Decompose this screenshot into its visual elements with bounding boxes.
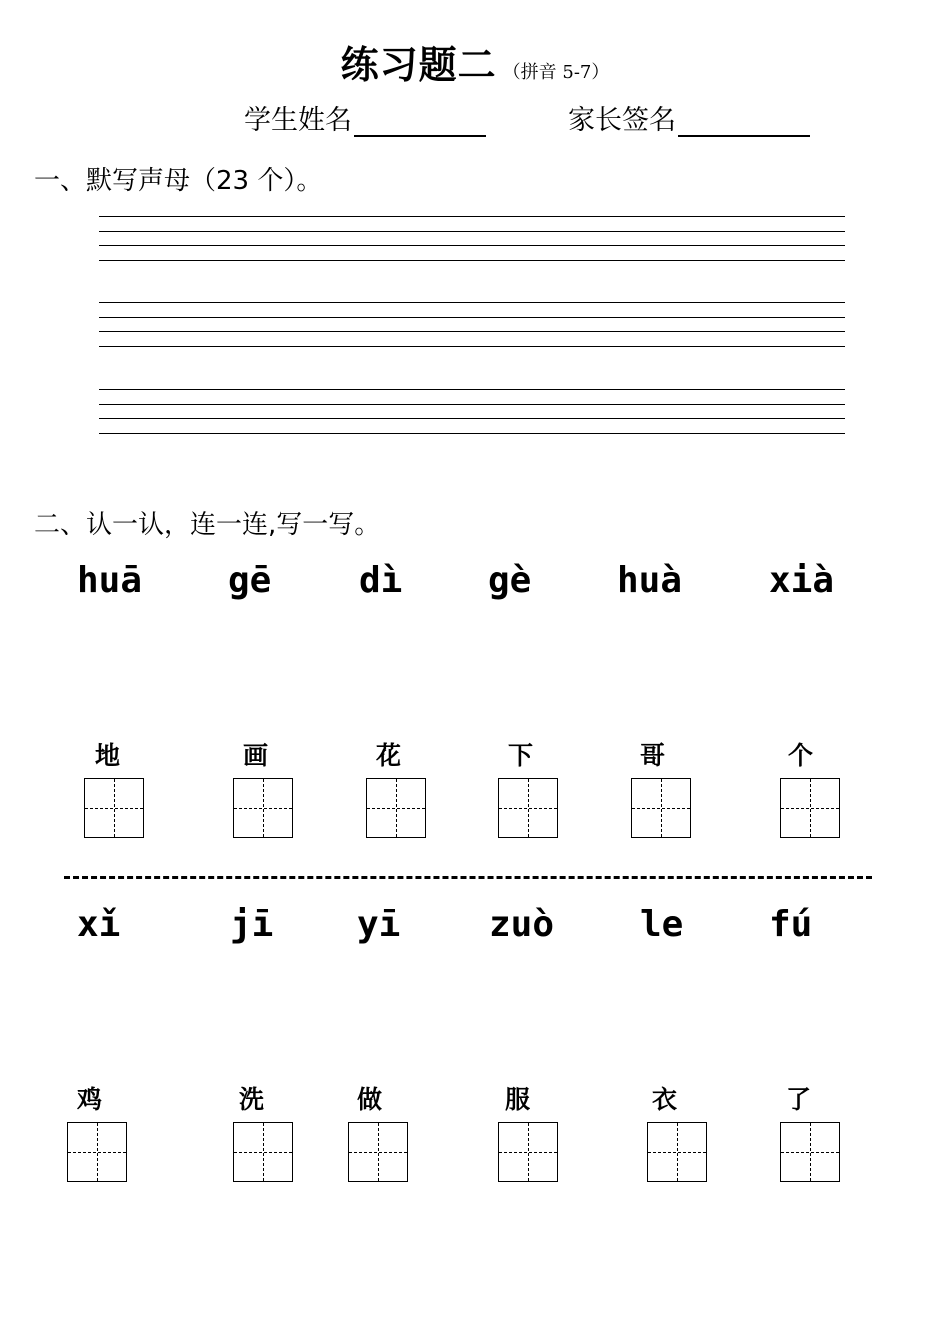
- section1-title: 一、默写声母（23 个）。: [34, 166, 323, 196]
- pinyin-item[interactable]: jī: [230, 904, 274, 945]
- student-name-blank[interactable]: [354, 105, 486, 137]
- writing-line: [99, 216, 845, 217]
- parent-sign-label: 家长签名: [568, 105, 676, 136]
- writing-line: [99, 418, 845, 419]
- tian-zi-ge-box[interactable]: [498, 1122, 558, 1182]
- pinyin-item[interactable]: fú: [769, 904, 813, 945]
- tian-zi-ge-box[interactable]: [84, 778, 144, 838]
- parent-sign-blank[interactable]: [678, 105, 810, 137]
- hanzi-item[interactable]: 下: [508, 741, 534, 770]
- worksheet-title: [0, 34, 950, 89]
- tian-zi-ge-box[interactable]: [498, 778, 558, 838]
- writing-line: [99, 389, 845, 390]
- pinyin-item[interactable]: le: [640, 904, 684, 945]
- tian-zi-ge-box[interactable]: [631, 778, 691, 838]
- writing-line: [99, 317, 845, 318]
- section2-title: 二、认一认，连一连,写一写。: [34, 510, 381, 540]
- tian-zi-ge-box[interactable]: [366, 778, 426, 838]
- writing-line: [99, 302, 845, 303]
- hanzi-item[interactable]: 鸡: [77, 1085, 103, 1114]
- title-subtitle: （拼音 5-7）: [502, 62, 610, 83]
- hanzi-item[interactable]: 衣: [652, 1085, 678, 1114]
- writing-line: [99, 331, 845, 332]
- hanzi-item[interactable]: 哥: [640, 741, 666, 770]
- pinyin-item[interactable]: xià: [769, 560, 835, 601]
- title-main: 练习题二: [340, 43, 497, 87]
- pinyin-item[interactable]: gè: [488, 560, 532, 601]
- hanzi-item[interactable]: 画: [243, 741, 269, 770]
- pinyin-item[interactable]: gē: [228, 560, 272, 601]
- writing-line: [99, 260, 845, 261]
- hanzi-item[interactable]: 服: [505, 1085, 531, 1114]
- writing-line: [99, 245, 845, 246]
- pinyin-item[interactable]: huà: [617, 560, 683, 601]
- hanzi-item[interactable]: 洗: [239, 1085, 265, 1114]
- hanzi-item[interactable]: 个: [788, 741, 814, 770]
- writing-line: [99, 346, 845, 347]
- pinyin-item[interactable]: huā: [77, 560, 143, 601]
- student-name-field[interactable]: [244, 98, 486, 137]
- parent-sign-field[interactable]: [568, 98, 810, 137]
- tian-zi-ge-box[interactable]: [780, 778, 840, 838]
- tian-zi-ge-box[interactable]: [233, 778, 293, 838]
- tian-zi-ge-box[interactable]: [780, 1122, 840, 1182]
- pinyin-item[interactable]: dì: [359, 560, 403, 601]
- pinyin-item[interactable]: xǐ: [77, 904, 121, 945]
- hanzi-item[interactable]: 了: [786, 1085, 812, 1114]
- hanzi-item[interactable]: 花: [376, 741, 402, 770]
- pinyin-item[interactable]: yī: [357, 904, 401, 945]
- tian-zi-ge-box[interactable]: [67, 1122, 127, 1182]
- student-name-label: 学生姓名: [244, 105, 352, 136]
- tian-zi-ge-box[interactable]: [647, 1122, 707, 1182]
- writing-line: [99, 404, 845, 405]
- tian-zi-ge-box[interactable]: [348, 1122, 408, 1182]
- hanzi-item[interactable]: 地: [95, 741, 121, 770]
- hanzi-item[interactable]: 做: [357, 1085, 383, 1114]
- pinyin-item[interactable]: zuò: [489, 904, 555, 945]
- dashed-divider: [64, 876, 872, 879]
- writing-line: [99, 231, 845, 232]
- tian-zi-ge-box[interactable]: [233, 1122, 293, 1182]
- writing-line: [99, 433, 845, 434]
